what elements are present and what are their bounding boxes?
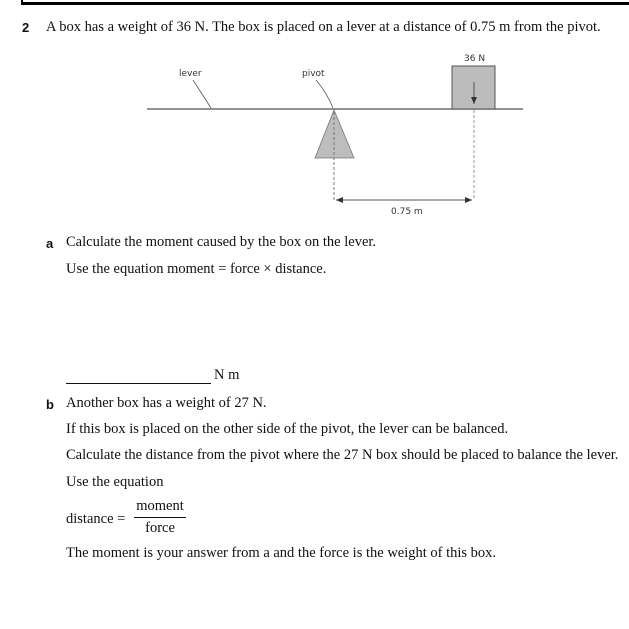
part-b-line-1: Another box has a weight of 27 N.: [66, 395, 267, 411]
part-a-label: a: [46, 236, 54, 251]
part-b-label: b: [46, 397, 54, 412]
part-b-line-4: Use the equation: [66, 474, 164, 490]
part-a-instruction: Calculate the moment caused by the box on the lever.: [66, 234, 377, 250]
formula-lhs: distance =: [66, 511, 126, 527]
part-b-note: The moment is your answer from a and the force is the weight of this box.: [66, 545, 497, 561]
distance-label: 0.75 m: [391, 207, 423, 217]
part-b-line-3: Calculate the distance from the pivot where the 27 N box should be placed to balance the lever.: [66, 447, 619, 463]
formula-fraction: [134, 498, 186, 537]
formula-numerator: moment: [136, 498, 184, 514]
answer-line-a[interactable]: [66, 383, 211, 384]
pivot-pointer: [316, 80, 333, 108]
part-a-equation-hint: Use the equation moment = force × distance.: [66, 261, 327, 277]
question-number: 2: [22, 20, 30, 35]
fraction-bar: [134, 517, 186, 518]
answer-unit-a: N m: [214, 367, 240, 383]
pivot-label: pivot: [302, 69, 325, 79]
part-b-line-2: If this box is placed on the other side of the pivot, the lever can be balanced.: [66, 421, 509, 437]
box-weight-label: 36 N: [464, 54, 486, 64]
question-text: A box has a weight of 36 N. The box is placed on a lever at a distance of 0.75 m from the pivot.: [46, 19, 601, 35]
formula-denominator: force: [145, 520, 175, 536]
lever-pointer: [193, 80, 211, 108]
lever-diagram: [0, 0, 629, 230]
lever-label: lever: [179, 69, 202, 79]
